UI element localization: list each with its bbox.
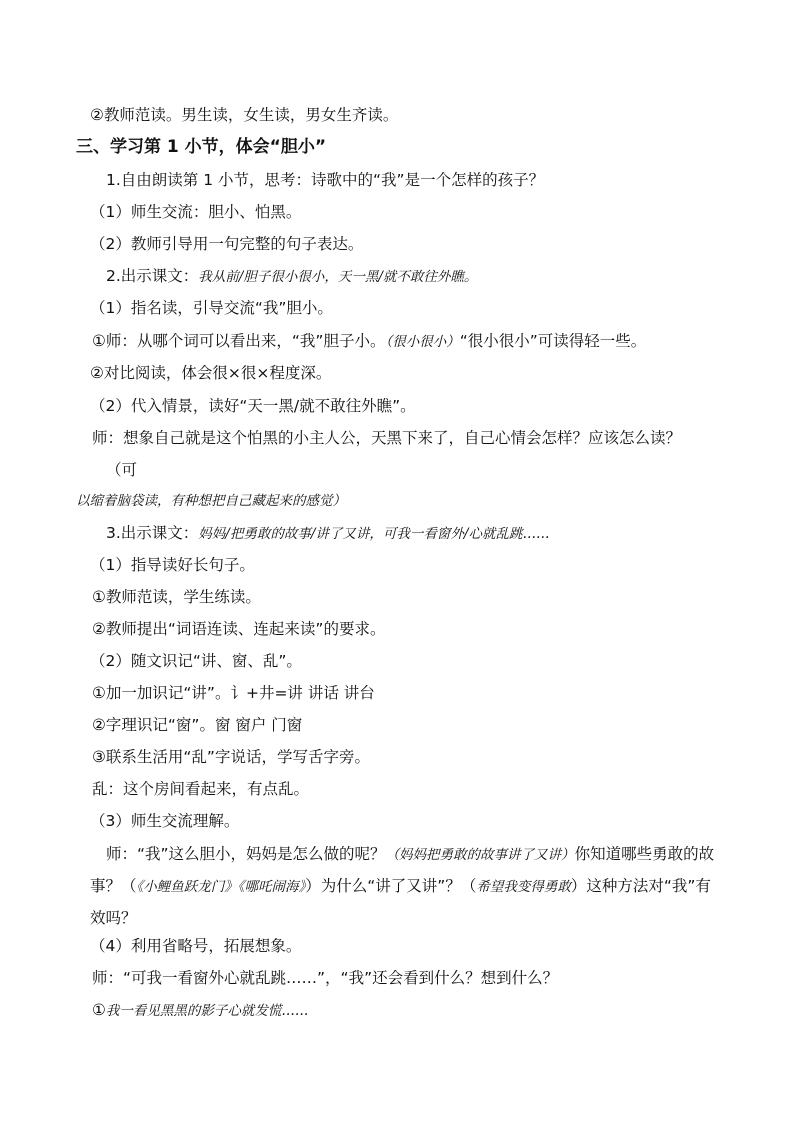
text-line xyxy=(106,265,746,288)
text-line: 乱：这个房间看起来，有点乱。 xyxy=(92,780,310,798)
text-quote: 妈妈/把勇敢的故事/讲了又讲，可我一看窗外/心就乱跳…… xyxy=(198,526,550,542)
text-line xyxy=(92,999,732,1022)
text-example: 我一看见黑黑的影子心就发慌…… xyxy=(105,1003,309,1019)
text-normal: ①师：从哪个词可以看出来，“我”胆子小。 xyxy=(92,332,386,350)
text-line: （1）指导读好长句子。 xyxy=(90,556,255,574)
text-note: （很小很小） xyxy=(385,334,460,350)
section-heading: 三、学习第 1 小节，体会“胆小” xyxy=(76,137,327,157)
text-line: 以缩着脑袋读，有种想把自己藏起来的感觉） xyxy=(76,493,346,509)
text-line: 1.自由朗读第 1 小节，思考：诗歌中的“我”是一个怎样的孩子？ xyxy=(106,171,545,189)
text-line: ①加一加识记“讲”。讠+井=讲 讲话 讲台 xyxy=(92,684,375,702)
text-normal: ）这种方法对“我”有效吗？ xyxy=(90,877,711,927)
text-line: ②教师范读。男生读，女生读，男女生齐读。 xyxy=(90,106,399,124)
text-line: （2）代入情景，读好“天一黑/就不敢往外瞧”。 xyxy=(90,397,416,415)
text-line: （可 xyxy=(106,461,138,479)
text-line: ③联系生活用“乱”字说话，学写舌字旁。 xyxy=(92,748,370,766)
text-line: （3）师生交流理解。 xyxy=(90,812,240,830)
text-normal: 3.出示课文： xyxy=(106,524,199,542)
text-normal: ① xyxy=(92,1001,106,1019)
text-line: ②字理识记“窗”。窗 窗户 门窗 xyxy=(92,716,303,734)
text-note: 希望我变得勇敢 xyxy=(476,879,571,895)
text-line xyxy=(106,522,746,545)
text-line: ①教师范读，学生练读。 xyxy=(92,588,261,606)
text-line: （1）指名读，引导交流“我”胆小。 xyxy=(90,299,333,317)
text-line: 师：“可我一看窗外心就乱跳……”，“我”还会看到什么？想到什么？ xyxy=(92,969,559,987)
text-line: （4）利用省略号，拓展想象。 xyxy=(90,937,302,955)
text-note: （妈妈把勇敢的故事讲了又讲） xyxy=(385,847,575,863)
text-line: ②教师提出“词语连读、连起来读”的要求。 xyxy=(92,620,386,638)
text-line: （1）师生交流：胆小、怕黑。 xyxy=(90,203,302,221)
text-line: 师：想象自己就是这个怕黑的小主人公，天黑下来了，自己心情会怎样？应该怎么读？ xyxy=(92,429,682,447)
text-normal: 师：“我”这么胆小，妈妈是怎么做的呢？ xyxy=(106,845,386,863)
text-normal: 你知道哪些勇敢的故事？（ xyxy=(90,845,715,895)
text-normal: 2.出示课文： xyxy=(106,267,199,285)
text-line: ②对比阅读，体会很×很×程度深。 xyxy=(90,364,332,382)
text-line: （2）随文识记“讲、窗、乱”。 xyxy=(90,652,302,670)
text-line xyxy=(92,330,732,353)
text-paragraph xyxy=(90,839,726,934)
text-note: 《小鲤鱼跃龙门》《哪吒闹海》 xyxy=(136,879,306,895)
text-normal: ）为什么“讲了又讲”？（ xyxy=(305,877,477,895)
text-normal: “很小很小”可读得轻一些。 xyxy=(459,332,647,350)
text-quote: 我从前/胆子很小很小，天一黑/就不敢往外瞧。 xyxy=(198,269,478,285)
text-line: （2）教师引导用一句完整的句子表达。 xyxy=(90,235,364,253)
